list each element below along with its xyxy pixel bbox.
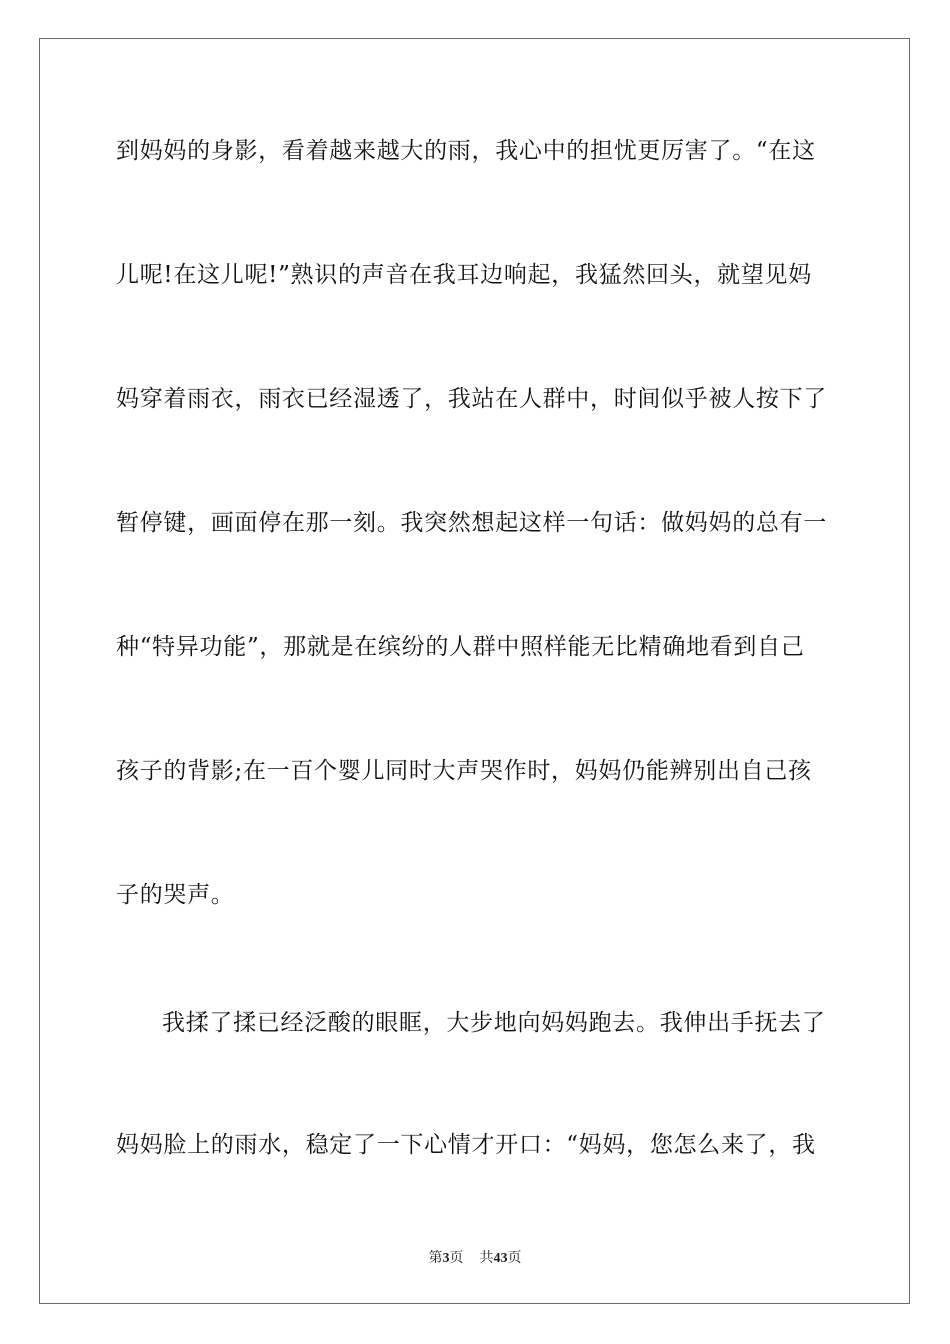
body-text-line: 妈妈脸上的雨水，稳定了一下心情才开口：“妈妈，您怎么来了，我 xyxy=(116,1132,816,1158)
body-text-line: 到妈妈的身影，看着越来越大的雨，我心中的担忧更厉害了。“在这 xyxy=(116,138,816,164)
body-text-line: 暂停键，画面停在那一刻。我突然想起这样一句话：做妈妈的总有一 xyxy=(116,510,827,536)
total-suffix: 页 xyxy=(507,1251,522,1266)
page-number: 3 xyxy=(442,1251,450,1266)
page-prefix: 第 xyxy=(428,1251,443,1266)
paragraph-first-line: 我揉了揉已经泛酸的眼眶，大步地向妈妈跑去。我伸出手抚去了 xyxy=(162,1010,826,1036)
total-prefix: 共 xyxy=(479,1251,494,1266)
body-text-line: 孩子的背影;在一百个婴儿同时大声哭作时，妈妈仍能辨别出自己孩 xyxy=(116,758,812,784)
page-suffix: 页 xyxy=(449,1251,464,1266)
body-text-line: 儿呢!在这儿呢!”熟识的声音在我耳边响起，我猛然回头，就望见妈 xyxy=(116,262,812,288)
page-border xyxy=(39,38,910,1304)
total-pages: 43 xyxy=(493,1251,508,1266)
page-footer xyxy=(0,1247,950,1267)
body-text-line: 妈穿着雨衣，雨衣已经湿透了，我站在人群中，时间似乎被人按下了 xyxy=(116,386,827,412)
body-text-line: 种“特异功能”，那就是在缤纷的人群中照样能无比精确地看到自己 xyxy=(116,634,805,660)
body-text-line: 子的哭声。 xyxy=(116,882,235,908)
